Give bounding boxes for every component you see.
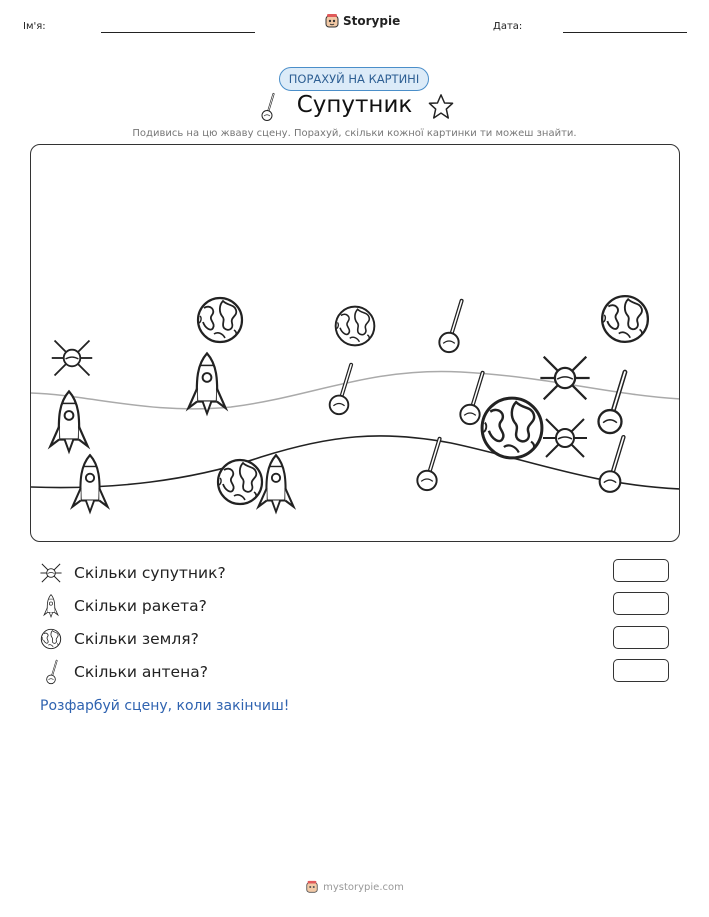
question-satellite	[38, 560, 226, 586]
rocket-icon	[50, 391, 87, 451]
brand-logo	[324, 13, 400, 29]
earth-icon	[336, 307, 375, 346]
footer	[0, 880, 709, 894]
name-field[interactable]	[101, 32, 255, 33]
antenna-icon	[599, 372, 625, 433]
answer-box-antenna[interactable]	[613, 659, 669, 682]
date-label: Дата:	[493, 21, 523, 32]
question-rocket	[38, 593, 207, 619]
counting-scene	[30, 144, 680, 542]
rocket-icon	[72, 455, 107, 512]
satellite-icon	[52, 341, 92, 376]
brand-name: Storypie	[343, 14, 401, 28]
answer-box-earth[interactable]	[613, 626, 669, 649]
satellite-icon	[543, 419, 587, 457]
answer-box-rocket[interactable]	[613, 592, 669, 615]
storypie-mascot-icon	[324, 13, 340, 29]
instructions: Подивись на цю жваву сцену. Порахуй, скільки кожної картинки ти можеш знайти.	[132, 128, 577, 139]
question-text: Скільки антена?	[74, 663, 208, 681]
earth-icon	[602, 296, 648, 342]
answer-box-satellite[interactable]	[613, 559, 669, 582]
antenna-icon	[417, 439, 439, 490]
name-label: Ім'я:	[23, 21, 46, 32]
question-antenna	[38, 659, 208, 685]
hill-line-lower	[31, 436, 680, 489]
question-text: Скільки ракета?	[74, 597, 207, 615]
question-earth	[38, 626, 199, 652]
footer-url: mystorypie.com	[323, 881, 404, 893]
rocket-icon	[258, 455, 293, 512]
earth-icon	[482, 398, 542, 458]
antenna-icon	[439, 301, 461, 352]
rocket-icon	[188, 353, 225, 413]
earth-icon	[198, 298, 242, 342]
activity-badge: ПОРАХУЙ НА КАРТИНІ	[279, 67, 429, 91]
title-star-icon	[427, 93, 455, 121]
rocket-icon	[38, 593, 64, 619]
antenna-icon	[600, 437, 624, 492]
antenna-icon	[38, 659, 64, 685]
earth-icon	[38, 626, 64, 652]
storypie-mascot-icon	[305, 880, 319, 894]
earth-icon	[218, 460, 262, 504]
question-text: Скільки супутник?	[74, 564, 226, 582]
coloring-note: Розфарбуй сцену, коли закінчиш!	[40, 698, 290, 714]
date-field[interactable]	[563, 32, 687, 33]
satellite-icon	[38, 560, 64, 586]
question-text: Скільки земля?	[74, 630, 199, 648]
antenna-icon	[330, 365, 351, 414]
antenna-icon	[460, 373, 482, 424]
page-title: Супутник	[296, 92, 413, 118]
satellite-icon	[540, 357, 589, 400]
